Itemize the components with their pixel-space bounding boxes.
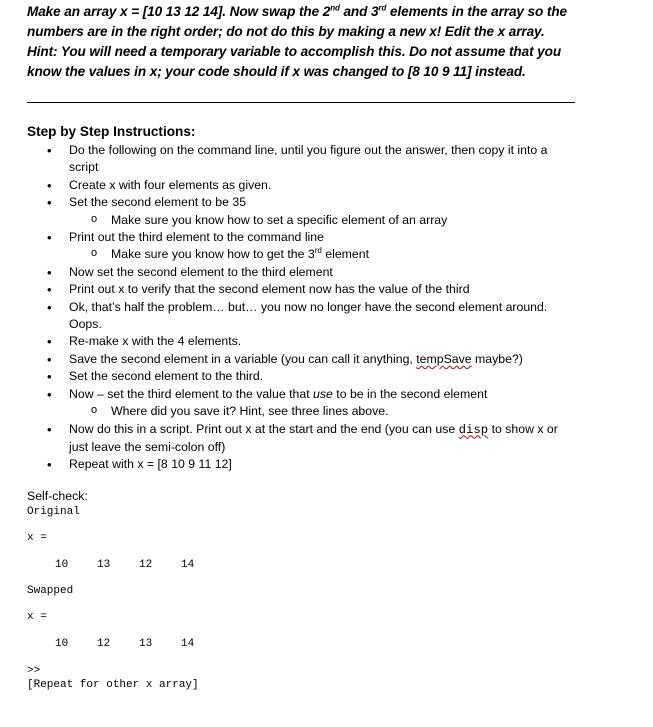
step-text: Repeat with x = [8 10 9 11 12] [69,457,232,472]
step-text-end: maybe?) [471,351,523,366]
step-emphasis: use [313,386,333,401]
substep-text: Make sure you know how to get the 3 [111,247,315,262]
list-item [27,333,575,350]
spellcheck-word: tempSave [416,351,472,366]
sub-list-item [27,403,575,420]
substep-text-end: element [321,247,369,262]
value-cell: 13 [139,637,153,650]
step-text: Create x with four elements as given. [69,177,272,192]
step-text: Set the second element to the third. [69,369,264,384]
code-word: disp [458,422,489,437]
task-sup-nd: nd [330,3,340,13]
list-item [27,229,575,246]
step-text: Save the second element in a variable (you can call it anything, [69,351,417,366]
list-item [27,142,575,177]
sub-list-item [27,212,575,229]
task-text-2: and 3 [339,4,379,19]
list-item [27,299,575,334]
step-text: Ok, that’s half the problem… but… you now no longer have the second element around. Oops. [69,299,548,332]
horizontal-rule [27,102,575,103]
value-cell: 13 [97,558,111,571]
list-item [27,421,575,457]
substep-text: Where did you save it? Hint, see three lines above. [111,404,389,419]
task-statement [27,2,575,82]
x-equals-original: x = [27,531,47,544]
list-item [27,456,575,473]
value-cell: 12 [97,637,111,650]
step-text: Now – set the third element to the value that [69,386,314,401]
step-text: Print out the third element to the command line [69,230,324,245]
step-text: Now do this in a script. Print out x at the start and the end (you can use [69,421,459,436]
list-item [27,281,575,298]
task-text-1: Make an array x = [10 13 12 14]. Now swap the 2 [27,4,331,19]
step-text-end: to be in the second element [332,386,488,401]
command-output [27,506,575,692]
selfcheck-label: Self-check: [27,488,88,503]
list-item [27,194,575,211]
instructions-title: Step by Step Instructions: [27,124,196,139]
value-cell: 14 [181,637,195,650]
list-item [27,177,575,194]
substep-sup: rd [314,246,322,256]
swapped-label: Swapped [27,584,74,597]
x-equals-swapped: x = [27,610,47,623]
value-cell: 12 [139,558,153,571]
repeat-note: [Repeat for other x array] [27,678,199,691]
step-text: Now set the second element to the third element [69,264,333,279]
command-prompt: >> [27,664,41,677]
step-text: Do the following on the command line, until you figure out the answer, then copy it into a script [69,143,548,175]
swapped-values-row [27,638,575,651]
value-cell: 14 [181,558,195,571]
value-cell: 10 [55,558,69,571]
step-text: Print out x to verify that the second element now has the value of the third [69,282,470,297]
original-label: Original [27,505,80,518]
step-text-end: to show x or just leave the semi-colon off) [69,421,558,454]
step-text: Set the second element to be 35 [69,195,247,210]
list-item [27,386,575,403]
task-text-3: elements in the array so the numbers are in the right order; do not do this by making a new x! Edit the x array. Hint: You will need a temporary variable to accomplish this. Do not assume that you know the values in x; your code should if x was changed to [8 10 9 11] instead. [27,4,567,79]
sub-list-item [27,246,575,263]
document-page [27,0,575,692]
task-sup-rd: rd [378,3,387,13]
step-text: Re-make x with the 4 elements. [69,334,242,349]
original-values-row [27,559,575,572]
substep-text: Make sure you know how to set a specific element of an array [111,212,448,227]
list-item [27,351,575,368]
instruction-list [27,142,575,474]
value-cell: 10 [55,637,69,650]
list-item [27,264,575,281]
list-item [27,368,575,385]
